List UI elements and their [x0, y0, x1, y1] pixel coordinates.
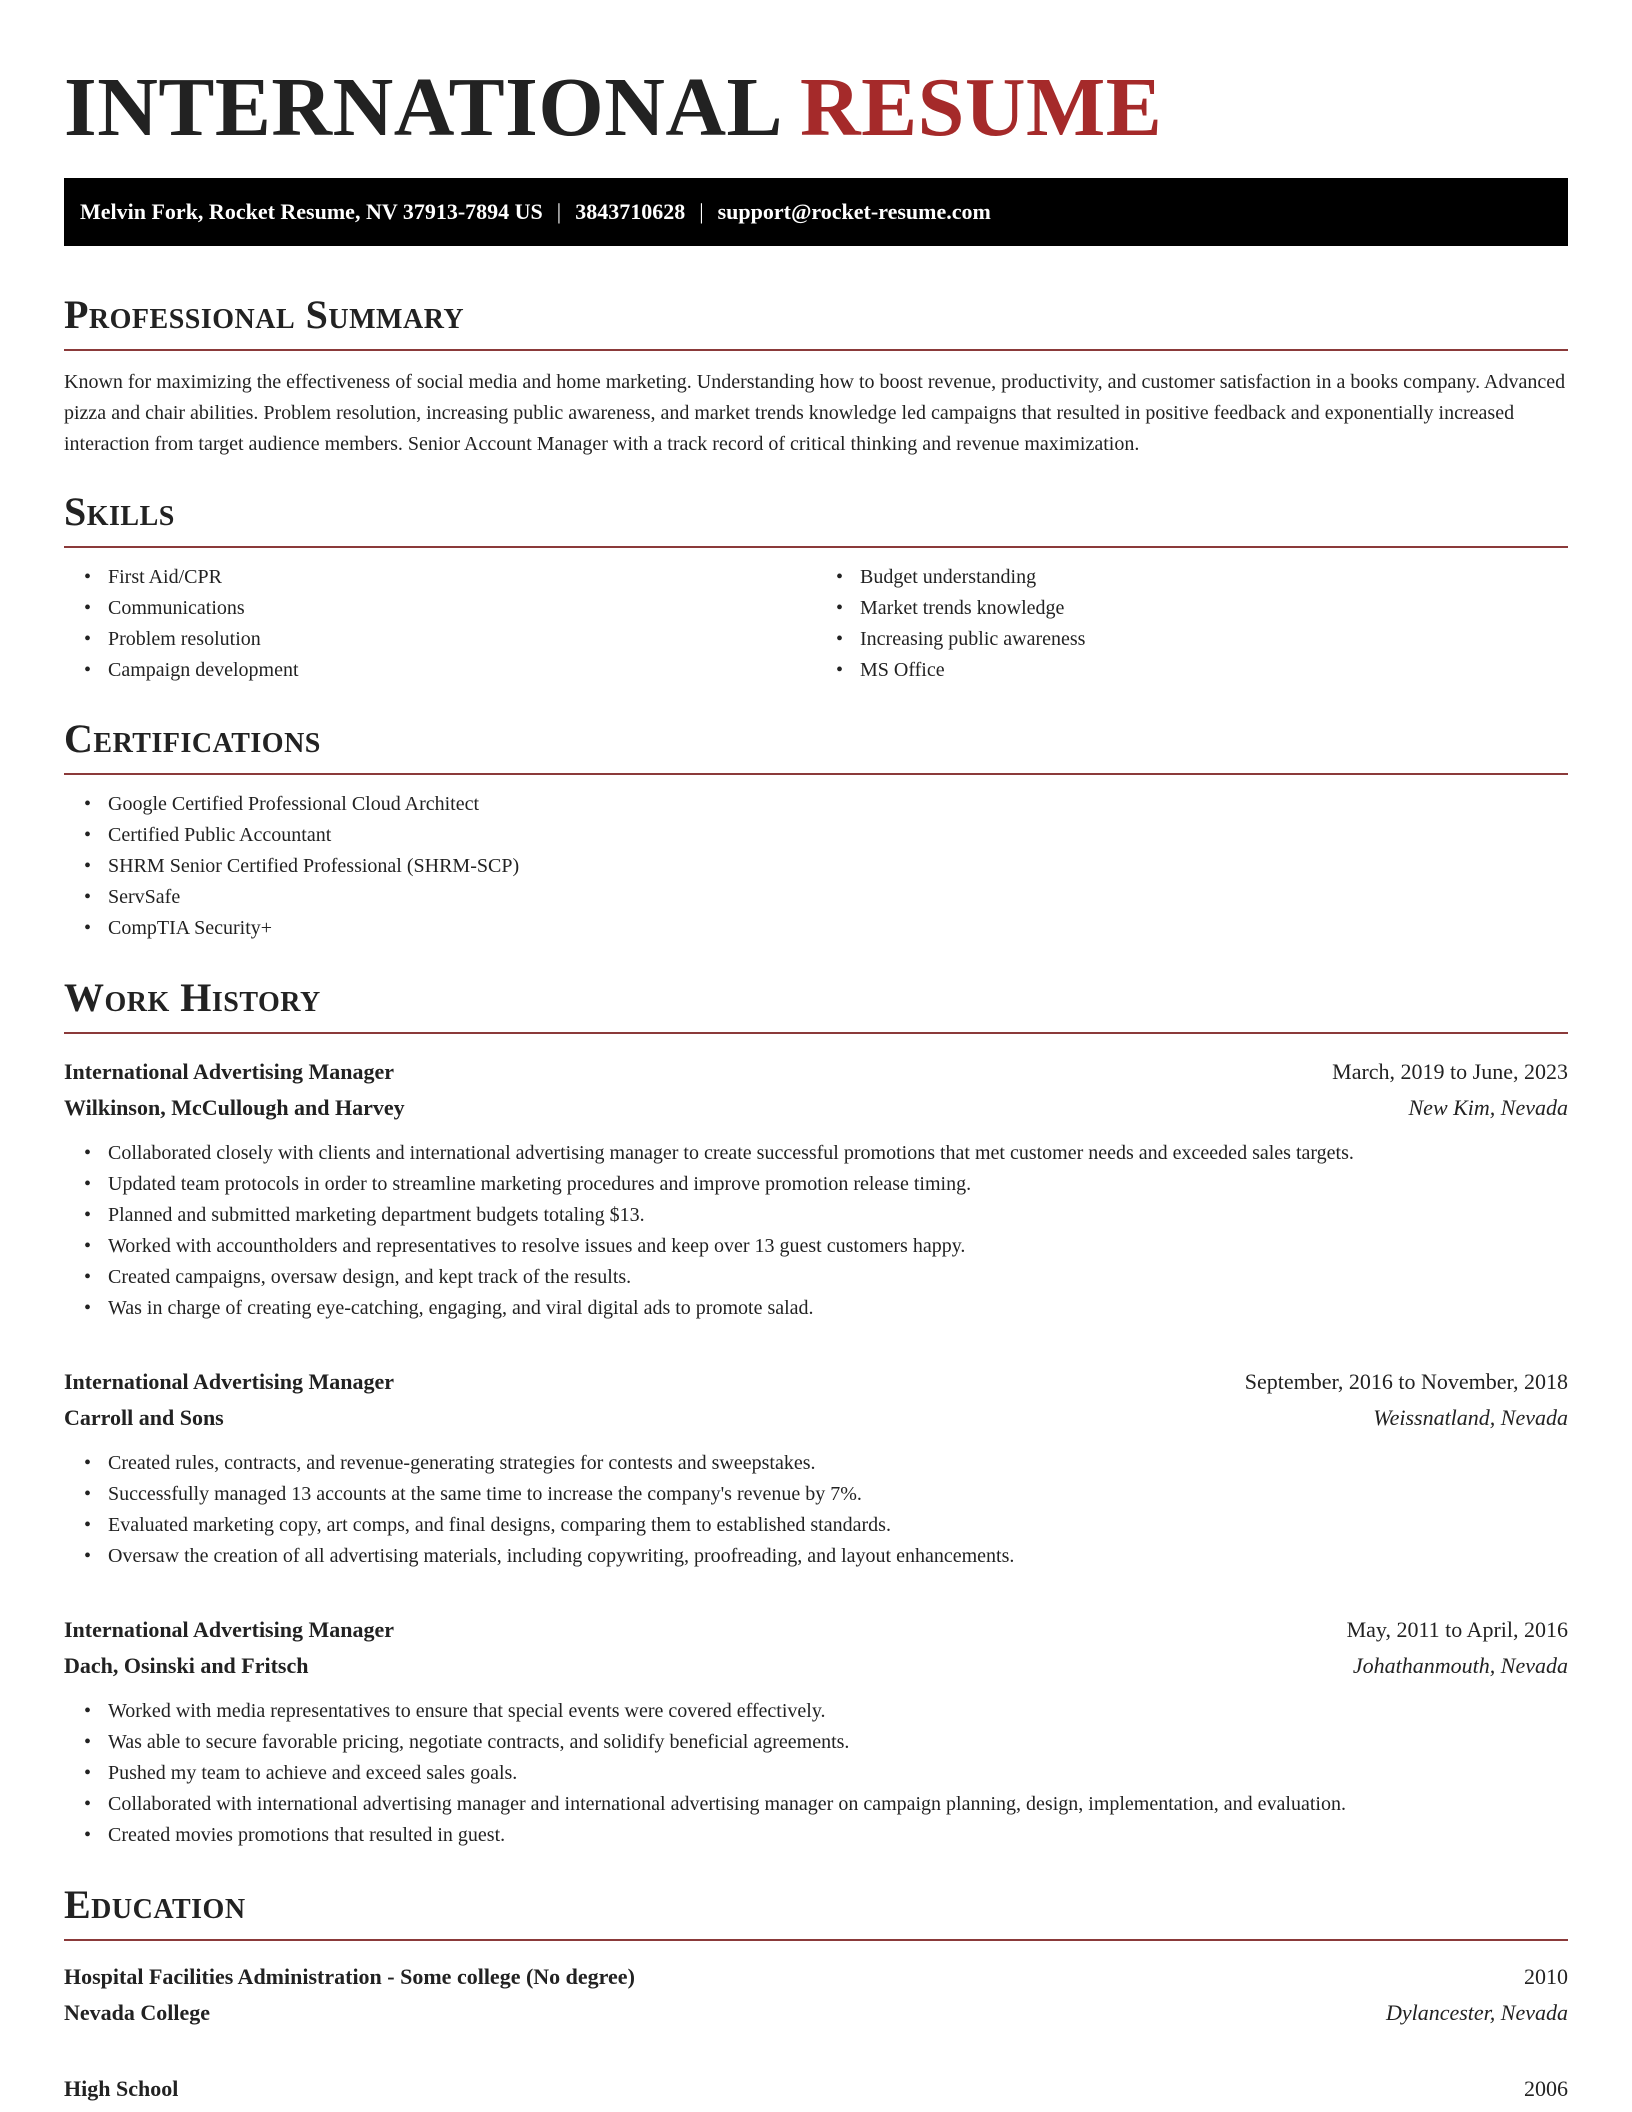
job-duties-list [64, 1138, 1568, 1324]
job-duties-list [64, 1696, 1568, 1851]
job-dates: May, 2011 to April, 2016 [1346, 1617, 1568, 1642]
job-entry [64, 1054, 1568, 1324]
job-duty: • Was in charge of creating eye-catching, engaging, and viral digital ads to promote salad. [84, 1293, 1568, 1324]
job-header-row [64, 1364, 1568, 1400]
skill-item: • Communications [84, 593, 816, 624]
education-entry [64, 1959, 1568, 2031]
education-entry [64, 2071, 1568, 2107]
job-dates: September, 2016 to November, 2018 [1244, 1369, 1568, 1394]
job-duty: • Pushed my team to achieve and exceed sales goals. [84, 1758, 1568, 1789]
certification-item: • SHRM Senior Certified Professional (SHRM-SCP) [84, 851, 1568, 882]
contact-address: Melvin Fork, Rocket Resume, NV 37913-7894 US [80, 199, 543, 224]
job-duty: • Evaluated marketing copy, art comps, and final designs, comparing them to established standards. [84, 1510, 1568, 1541]
job-location: Weissnatland, Nevada [1373, 1405, 1568, 1430]
section-heading: Certifications [64, 717, 1568, 775]
job-dates: March, 2019 to June, 2023 [1332, 1059, 1568, 1084]
education-year: 2006 [1524, 2076, 1568, 2101]
contact-phone: 3843710628 [575, 199, 686, 224]
education-year: 2010 [1524, 1964, 1568, 1989]
skill-item: • Market trends knowledge [836, 593, 1568, 624]
job-duty: • Created rules, contracts, and revenue-generating strategies for contests and sweepstakes. [84, 1448, 1568, 1479]
education-degree-row [64, 2071, 1568, 2107]
job-title: International Advertising Manager [64, 1617, 394, 1642]
skill-item: • Increasing public awareness [836, 624, 1568, 655]
skills-column-left [64, 562, 816, 686]
certifications-list [64, 789, 1568, 944]
skill-item: • First Aid/CPR [84, 562, 816, 593]
professional-summary-section [64, 293, 1568, 460]
job-duties-list [64, 1448, 1568, 1572]
job-duty: • Planned and submitted marketing department budgets totaling $13. [84, 1200, 1568, 1231]
education-school: Nevada College [64, 2000, 211, 2025]
job-company-row [64, 1400, 1568, 1436]
job-header-row [64, 1054, 1568, 1090]
job-duty: • Collaborated closely with clients and international advertising manager to create successful promotions that met customer needs and exceeded sales targets. [84, 1138, 1568, 1169]
certification-item: • ServSafe [84, 882, 1568, 913]
certifications-section [64, 717, 1568, 944]
education-section [64, 1883, 1568, 2107]
skill-item: • Budget understanding [836, 562, 1568, 593]
skills-grid [64, 562, 1568, 686]
job-duty: • Oversaw the creation of all advertising materials, including copywriting, proofreading, and layout enhancements. [84, 1541, 1568, 1572]
job-company: Carroll and Sons [64, 1405, 224, 1430]
job-duty: • Created campaigns, oversaw design, and kept track of the results. [84, 1262, 1568, 1293]
job-duty: • Was able to secure favorable pricing, negotiate contracts, and solidify beneficial agreements. [84, 1727, 1568, 1758]
job-duty: • Worked with accountholders and representatives to resolve issues and keep over 13 guest customers happy. [84, 1231, 1568, 1262]
job-duty: • Successfully managed 13 accounts at the same time to increase the company's revenue by 7%. [84, 1479, 1568, 1510]
contact-bar [64, 178, 1568, 246]
job-location: New Kim, Nevada [1408, 1095, 1568, 1120]
job-entry [64, 1364, 1568, 1572]
job-duty: • Worked with media representatives to ensure that special events were covered effectively. [84, 1696, 1568, 1727]
job-title: International Advertising Manager [64, 1369, 394, 1394]
job-header-row [64, 1612, 1568, 1648]
certification-item: • Google Certified Professional Cloud Architect [84, 789, 1568, 820]
section-heading: Professional Summary [64, 293, 1568, 351]
job-company: Wilkinson, McCullough and Harvey [64, 1095, 405, 1120]
job-company-row [64, 1090, 1568, 1126]
skills-section [64, 490, 1568, 686]
certification-item: • CompTIA Security+ [84, 913, 1568, 944]
job-company: Dach, Osinski and Fritsch [64, 1653, 309, 1678]
section-heading: Education [64, 1883, 1568, 1941]
education-school-row [64, 1995, 1568, 2031]
skill-item: • Problem resolution [84, 624, 816, 655]
job-title: International Advertising Manager [64, 1059, 394, 1084]
job-duty: • Collaborated with international advertising manager and international advertising manager on campaign planning, design, implementation, and evaluation. [84, 1789, 1568, 1820]
section-heading: Skills [64, 490, 1568, 548]
resume-title [64, 61, 1568, 176]
work-history-section [64, 976, 1568, 1851]
skill-item: • Campaign development [84, 655, 816, 686]
job-company-row [64, 1648, 1568, 1684]
job-duty: • Created movies promotions that resulted in guest. [84, 1820, 1568, 1851]
skill-item: • MS Office [836, 655, 1568, 686]
contact-email[interactable]: support@rocket-resume.com [717, 199, 991, 224]
education-degree: High School [64, 2076, 179, 2101]
education-degree: Hospital Facilities Administration - Some college (No degree) [64, 1964, 635, 1989]
section-heading: Work History [64, 976, 1568, 1034]
education-degree-row [64, 1959, 1568, 1995]
job-duty: • Updated team protocols in order to streamline marketing procedures and improve promotion release timing. [84, 1169, 1568, 1200]
job-location: Johathanmouth, Nevada [1352, 1653, 1568, 1678]
education-location: Dylancester, Nevada [1385, 2000, 1568, 2025]
summary-text: Known for maximizing the effectiveness of social media and home marketing. Understanding how to boost revenue, productivity, and customer satisfaction in a books company. Advanced pizza and chair abilities. Problem resolution, increasing public awareness, and market trends knowledge led campaigns that resulted in positive feedback and exponentially increased interaction from target audience members. Senior Account Manager with a track record of critical thinking and revenue maximization. [64, 371, 1566, 455]
job-entry [64, 1612, 1568, 1851]
certification-item: • Certified Public Accountant [84, 820, 1568, 851]
title-word-resume: RESUME [799, 61, 1163, 154]
skills-column-right [816, 562, 1568, 686]
contact-separator: | [556, 199, 562, 224]
contact-separator: | [699, 199, 704, 224]
title-word-international: INTERNATIONAL [64, 61, 779, 154]
